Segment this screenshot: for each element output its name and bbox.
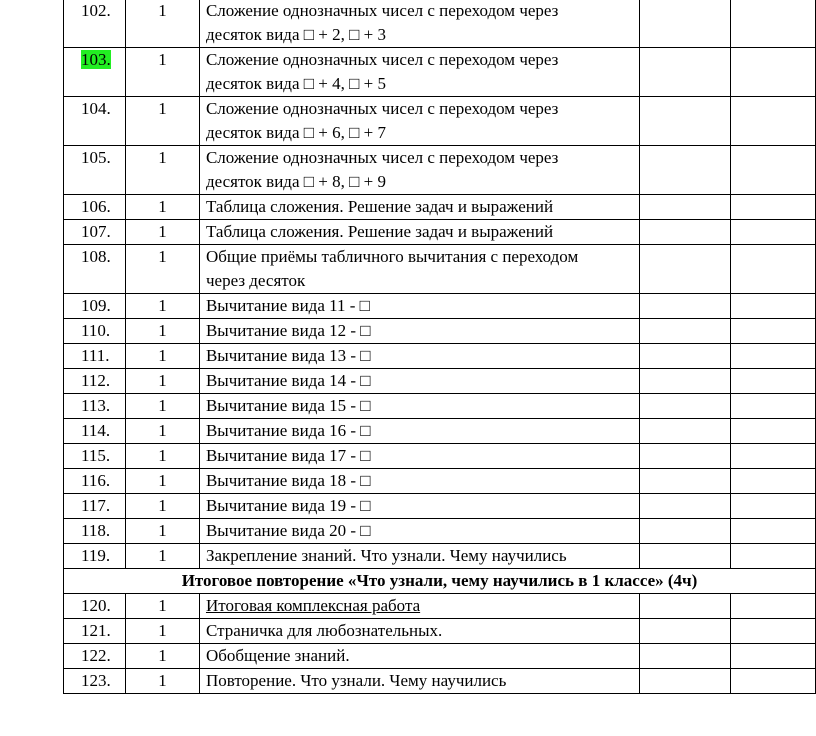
lesson-number: 106. xyxy=(81,197,111,216)
lesson-number-cell xyxy=(64,669,126,694)
blank-cell xyxy=(731,544,816,569)
topic-line: Сложение однозначных чисел с переходом через xyxy=(205,1,559,20)
hours-cell: 1 xyxy=(126,669,200,694)
topic-cell xyxy=(199,0,639,48)
blank-cell xyxy=(731,519,816,544)
blank-cell xyxy=(731,419,816,444)
blank-cell xyxy=(731,220,816,245)
lesson-number: 121. xyxy=(81,621,111,640)
hours-cell: 1 xyxy=(126,419,200,444)
topic-cell xyxy=(199,419,639,444)
topic-line: Вычитание вида 17 - □ xyxy=(205,446,371,465)
topic-line: Итоговая комплексная работа xyxy=(205,596,421,615)
topic-line: Таблица сложения. Решение задач и выражений xyxy=(205,222,554,241)
topic-line: Страничка для любознательных. xyxy=(205,621,443,640)
table-row xyxy=(64,619,816,644)
topic-line: Вычитание вида 16 - □ xyxy=(205,421,371,440)
blank-cell xyxy=(640,394,731,419)
blank-cell xyxy=(640,419,731,444)
hours-cell: 1 xyxy=(126,519,200,544)
topic-cell xyxy=(199,669,639,694)
hours-cell: 1 xyxy=(126,48,200,97)
lesson-number: 102. xyxy=(81,1,111,20)
table-row xyxy=(64,419,816,444)
blank-cell xyxy=(731,444,816,469)
hours-cell: 1 xyxy=(126,444,200,469)
blank-cell xyxy=(640,619,731,644)
lesson-number-cell xyxy=(64,48,126,97)
topic-line: десяток вида □ + 6, □ + 7 xyxy=(205,123,386,142)
blank-cell xyxy=(731,619,816,644)
table-row xyxy=(64,294,816,319)
topic-cell xyxy=(199,245,639,294)
section-title: Итоговое повторение «Что узнали, чему научились в 1 классе» (4ч) xyxy=(64,569,816,594)
blank-cell xyxy=(640,97,731,146)
lesson-number-cell xyxy=(64,519,126,544)
topic-line: Сложение однозначных чисел с переходом через xyxy=(205,99,559,118)
topic-line: Вычитание вида 13 - □ xyxy=(205,346,371,365)
topic-line: Сложение однозначных чисел с переходом через xyxy=(205,148,559,167)
lesson-number: 115. xyxy=(81,446,111,465)
topic-cell xyxy=(199,319,639,344)
lesson-number-cell xyxy=(64,220,126,245)
table-row xyxy=(64,0,816,48)
lesson-number-cell xyxy=(64,619,126,644)
blank-cell xyxy=(640,344,731,369)
lesson-number: 113. xyxy=(81,396,111,415)
lesson-number-cell xyxy=(64,644,126,669)
blank-cell xyxy=(731,195,816,220)
lesson-number-cell xyxy=(64,494,126,519)
table-row xyxy=(64,146,816,195)
blank-cell xyxy=(640,369,731,394)
topic-cell xyxy=(199,97,639,146)
topic-cell xyxy=(199,544,639,569)
lesson-number: 105. xyxy=(81,148,111,167)
blank-cell xyxy=(640,245,731,294)
topic-cell xyxy=(199,369,639,394)
lesson-number: 120. xyxy=(81,596,111,615)
section-header-row xyxy=(64,569,816,594)
hours-cell: 1 xyxy=(126,294,200,319)
lesson-number: 110. xyxy=(81,321,111,340)
topic-cell xyxy=(199,519,639,544)
blank-cell xyxy=(640,48,731,97)
blank-cell xyxy=(640,195,731,220)
hours-cell: 1 xyxy=(126,195,200,220)
blank-cell xyxy=(731,644,816,669)
blank-cell xyxy=(640,544,731,569)
hours-cell: 1 xyxy=(126,394,200,419)
topic-line: через десяток xyxy=(205,271,306,290)
lesson-number: 122. xyxy=(81,646,111,665)
lesson-number-cell xyxy=(64,319,126,344)
blank-cell xyxy=(640,444,731,469)
table-row xyxy=(64,444,816,469)
blank-cell xyxy=(731,344,816,369)
lesson-number: 103. xyxy=(81,50,111,69)
topic-cell xyxy=(199,195,639,220)
lesson-number-cell xyxy=(64,369,126,394)
lesson-number: 112. xyxy=(81,371,111,390)
lesson-number-cell xyxy=(64,97,126,146)
table-row xyxy=(64,469,816,494)
lesson-number: 108. xyxy=(81,247,111,266)
blank-cell xyxy=(640,494,731,519)
table-row xyxy=(64,97,816,146)
lesson-number-cell xyxy=(64,245,126,294)
hours-cell: 1 xyxy=(126,97,200,146)
table-row xyxy=(64,319,816,344)
topic-line: Вычитание вида 12 - □ xyxy=(205,321,371,340)
table-row xyxy=(64,48,816,97)
topic-line: Вычитание вида 19 - □ xyxy=(205,496,371,515)
hours-cell: 1 xyxy=(126,220,200,245)
lesson-number-cell xyxy=(64,344,126,369)
blank-cell xyxy=(731,394,816,419)
lesson-number-cell xyxy=(64,444,126,469)
blank-cell xyxy=(731,48,816,97)
topic-cell xyxy=(199,146,639,195)
hours-cell: 1 xyxy=(126,245,200,294)
blank-cell xyxy=(731,146,816,195)
topic-line: десяток вида □ + 2, □ + 3 xyxy=(205,25,386,44)
topic-line: Повторение. Что узнали. Чему научились xyxy=(205,671,507,690)
topic-cell xyxy=(199,619,639,644)
hours-cell: 1 xyxy=(126,0,200,48)
table-row xyxy=(64,195,816,220)
lesson-number-cell xyxy=(64,394,126,419)
topic-line: десяток вида □ + 8, □ + 9 xyxy=(205,172,386,191)
lesson-number: 109. xyxy=(81,296,111,315)
topic-cell xyxy=(199,494,639,519)
topic-cell xyxy=(199,469,639,494)
topic-cell xyxy=(199,294,639,319)
lesson-number-cell xyxy=(64,594,126,619)
lesson-number-cell xyxy=(64,544,126,569)
topic-line: десяток вида □ + 4, □ + 5 xyxy=(205,74,386,93)
topic-line: Общие приёмы табличного вычитания с переходом xyxy=(205,247,579,266)
lesson-number: 116. xyxy=(81,471,111,490)
blank-cell xyxy=(731,294,816,319)
table-row xyxy=(64,669,816,694)
lesson-number-cell xyxy=(64,0,126,48)
topic-cell xyxy=(199,48,639,97)
lesson-number: 117. xyxy=(81,496,111,515)
blank-cell xyxy=(640,519,731,544)
hours-cell: 1 xyxy=(126,619,200,644)
topic-line: Обобщение знаний. xyxy=(205,646,350,665)
blank-cell xyxy=(731,97,816,146)
table-row xyxy=(64,519,816,544)
hours-cell: 1 xyxy=(126,469,200,494)
topic-line: Закрепление знаний. Что узнали. Чему научились xyxy=(205,546,567,565)
lesson-number-cell xyxy=(64,419,126,444)
blank-cell xyxy=(640,220,731,245)
topic-line: Таблица сложения. Решение задач и выражений xyxy=(205,197,554,216)
table-row xyxy=(64,344,816,369)
topic-line: Вычитание вида 14 - □ xyxy=(205,371,371,390)
blank-cell xyxy=(640,146,731,195)
lesson-plan-table xyxy=(63,0,816,694)
hours-cell: 1 xyxy=(126,344,200,369)
topic-cell xyxy=(199,344,639,369)
blank-cell xyxy=(731,369,816,394)
lesson-number: 118. xyxy=(81,521,111,540)
blank-cell xyxy=(640,294,731,319)
table-row xyxy=(64,594,816,619)
topic-line: Вычитание вида 20 - □ xyxy=(205,521,371,540)
blank-cell xyxy=(731,469,816,494)
blank-cell xyxy=(640,469,731,494)
table-row xyxy=(64,220,816,245)
table-row xyxy=(64,245,816,294)
lesson-number: 107. xyxy=(81,222,111,241)
blank-cell xyxy=(731,669,816,694)
blank-cell xyxy=(640,669,731,694)
lesson-number-cell xyxy=(64,469,126,494)
topic-line: Вычитание вида 11 - □ xyxy=(205,296,370,315)
table-row xyxy=(64,394,816,419)
lesson-number: 114. xyxy=(81,421,111,440)
topic-cell xyxy=(199,594,639,619)
topic-line: Вычитание вида 18 - □ xyxy=(205,471,371,490)
lesson-number: 111. xyxy=(81,346,110,365)
table-row xyxy=(64,494,816,519)
table-row xyxy=(64,544,816,569)
hours-cell: 1 xyxy=(126,494,200,519)
hours-cell: 1 xyxy=(126,319,200,344)
topic-line: Вычитание вида 15 - □ xyxy=(205,396,371,415)
lesson-number-cell xyxy=(64,294,126,319)
lesson-number: 119. xyxy=(81,546,111,565)
hours-cell: 1 xyxy=(126,146,200,195)
table-row xyxy=(64,644,816,669)
blank-cell xyxy=(731,594,816,619)
topic-cell xyxy=(199,220,639,245)
lesson-number: 123. xyxy=(81,671,111,690)
hours-cell: 1 xyxy=(126,544,200,569)
blank-cell xyxy=(640,319,731,344)
topic-cell xyxy=(199,644,639,669)
lesson-number-cell xyxy=(64,146,126,195)
topic-cell xyxy=(199,394,639,419)
blank-cell xyxy=(640,0,731,48)
topic-line: Сложение однозначных чисел с переходом через xyxy=(205,50,559,69)
hours-cell: 1 xyxy=(126,644,200,669)
blank-cell xyxy=(731,494,816,519)
blank-cell xyxy=(640,594,731,619)
lesson-number-cell xyxy=(64,195,126,220)
hours-cell: 1 xyxy=(126,369,200,394)
blank-cell xyxy=(731,0,816,48)
blank-cell xyxy=(731,319,816,344)
lesson-number: 104. xyxy=(81,99,111,118)
table-row xyxy=(64,369,816,394)
blank-cell xyxy=(731,245,816,294)
topic-cell xyxy=(199,444,639,469)
blank-cell xyxy=(640,644,731,669)
hours-cell: 1 xyxy=(126,594,200,619)
